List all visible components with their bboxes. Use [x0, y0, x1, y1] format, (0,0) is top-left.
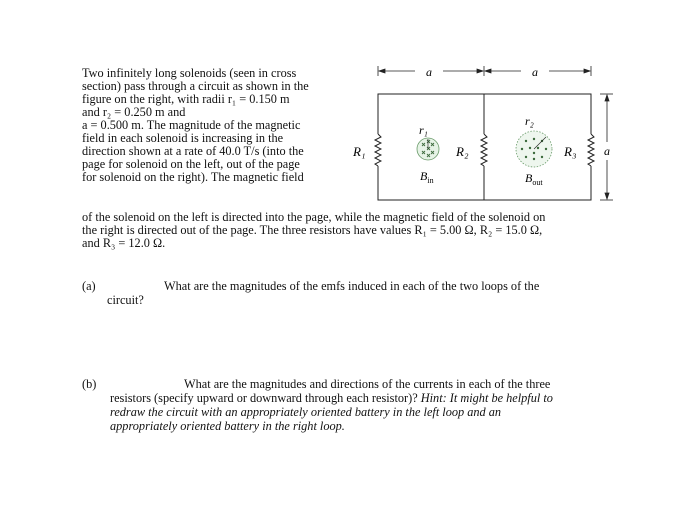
part-b-hint-line4: appropriately oriented battery in the right loop. [110, 419, 345, 433]
problem-line: for solenoid on the right). The magnetic field [82, 170, 304, 184]
part-a-question: What are the magnitudes of the emfs induced in each of the two loops of the [164, 279, 540, 293]
dimension-top [378, 66, 591, 76]
dim-label-top-left: a [426, 65, 432, 79]
dim-label-right: a [604, 144, 610, 158]
label-B-out: $B_{out}$ [525, 171, 543, 187]
resistor-r2 [481, 134, 487, 166]
part-a-label: (a) [82, 279, 96, 293]
part-b-question: What are the magnitudes and directions of the currents in each of the three [184, 377, 551, 391]
label-B-in: $B_{in}$ [420, 169, 434, 185]
part-b-hint: Hint: It might be helpful to [420, 391, 553, 405]
part-b-label: (b) [82, 377, 97, 391]
resistor-r3 [588, 134, 594, 166]
problem-line: and R₃ = 12.0 Ω. [82, 236, 166, 250]
part-b-question-line2 [110, 392, 553, 405]
part-b-hint-line3: redraw the circuit with an appropriately oriented battery in the left loop and an [110, 405, 502, 419]
label-R1: R₁ [353, 144, 366, 159]
problem-line: figure on the right, with radii r₁ = 0.150 m [82, 92, 290, 106]
problem-line: and r₂ = 0.250 m and [82, 105, 186, 119]
problem-line: page for solenoid on the left, out of the page [82, 157, 300, 171]
problem-line: of the solenoid on the left is directed into the page, while the magnetic field of the solenoid on [82, 210, 546, 224]
problem-line: direction shown at a rate of 40.0 T/s (into the [82, 144, 304, 158]
problem-line: Two infinitely long solenoids (seen in cross [82, 66, 297, 80]
circuit-wires [378, 94, 591, 200]
label-r2: r₂ [525, 114, 534, 128]
resistor-r1 [375, 134, 381, 166]
dim-label-top-right: a [532, 65, 538, 79]
problem-line: a = 0.500 m. The magnitude of the magnetic [82, 118, 301, 132]
label-R3: R₃ [564, 144, 577, 159]
label-R2: R₂ [456, 144, 469, 159]
problem-line: the right is directed out of the page. The three resistors have values R₁ = 5.00 Ω, R₂ = 15.0 Ω, [82, 223, 543, 237]
label-r1: r₁ [419, 123, 428, 137]
part-a-question-cont: circuit? [107, 293, 144, 307]
part-b-text: resistors (specify upward or downward through each resistor)? [110, 391, 421, 405]
circuit-figure [345, 62, 635, 212]
problem-line: section) pass through a circuit as shown in the [82, 79, 309, 93]
problem-line: field in each solenoid is increasing in the [82, 131, 284, 145]
